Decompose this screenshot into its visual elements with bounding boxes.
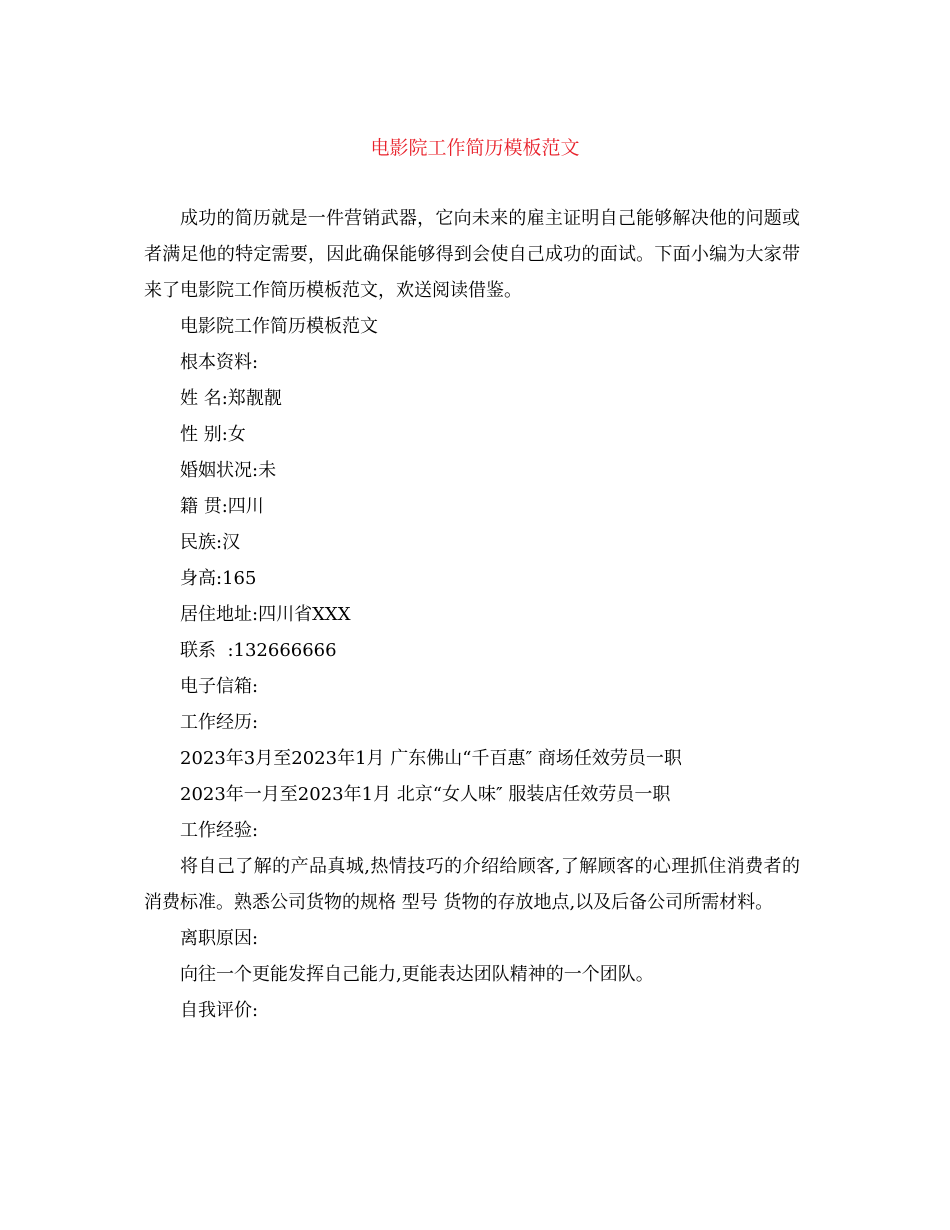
work-history-item: 2023年一月至2023年1月 北京“女人味″ 服装店任效劳员一职	[180, 784, 671, 805]
name-line: 姓 名:郑靓靓	[180, 388, 282, 409]
leave-reason-heading: 离职原因:	[180, 928, 259, 949]
height-line: 身高:165	[180, 568, 257, 589]
document-body	[144, 201, 800, 1029]
experience-heading: 工作经验:	[180, 820, 259, 841]
leave-reason-line: 向往一个更能发挥自己能力,更能表达团队精神的一个团队。	[180, 964, 654, 985]
self-evaluation-heading: 自我评价:	[180, 1000, 259, 1021]
address-line: 居住地址:四川省XXX	[180, 604, 351, 625]
document-title: 电影院工作简历模板范文	[370, 137, 580, 159]
intro-paragraph: 成功的简历就是一件营销武器，它向未来的雇主证明自己能够解决他的问题或者满足他的特定需要，因此确保能够得到会使自己成功的面试。下面小编为大家带来了电影院工作简历模板范文，欢送阅读借鉴。	[144, 208, 800, 301]
marital-line: 婚姻状况:未	[180, 460, 277, 481]
gender-line: 性 别:女	[180, 424, 246, 445]
basic-info-heading: 根本资料:	[180, 352, 259, 373]
work-history-heading: 工作经历:	[180, 712, 259, 733]
subtitle: 电影院工作简历模板范文	[180, 316, 378, 337]
origin-line: 籍 贯:四川	[180, 496, 264, 517]
email-line: 电子信箱:	[180, 676, 259, 697]
work-history-item: 2023年3月至2023年1月 广东佛山“千百惠″ 商场任效劳员一职	[180, 748, 682, 769]
ethnicity-line: 民族:汉	[180, 532, 241, 553]
phone-line: 联系 :132666666	[180, 640, 337, 661]
experience-paragraph: 将自己了解的产品真城,热情技巧的介绍给顾客,了解顾客的心理抓住消费者的消费标准。熟悉公司货物的规格 型号 货物的存放地点,以及后备公司所需材料。	[144, 856, 800, 913]
